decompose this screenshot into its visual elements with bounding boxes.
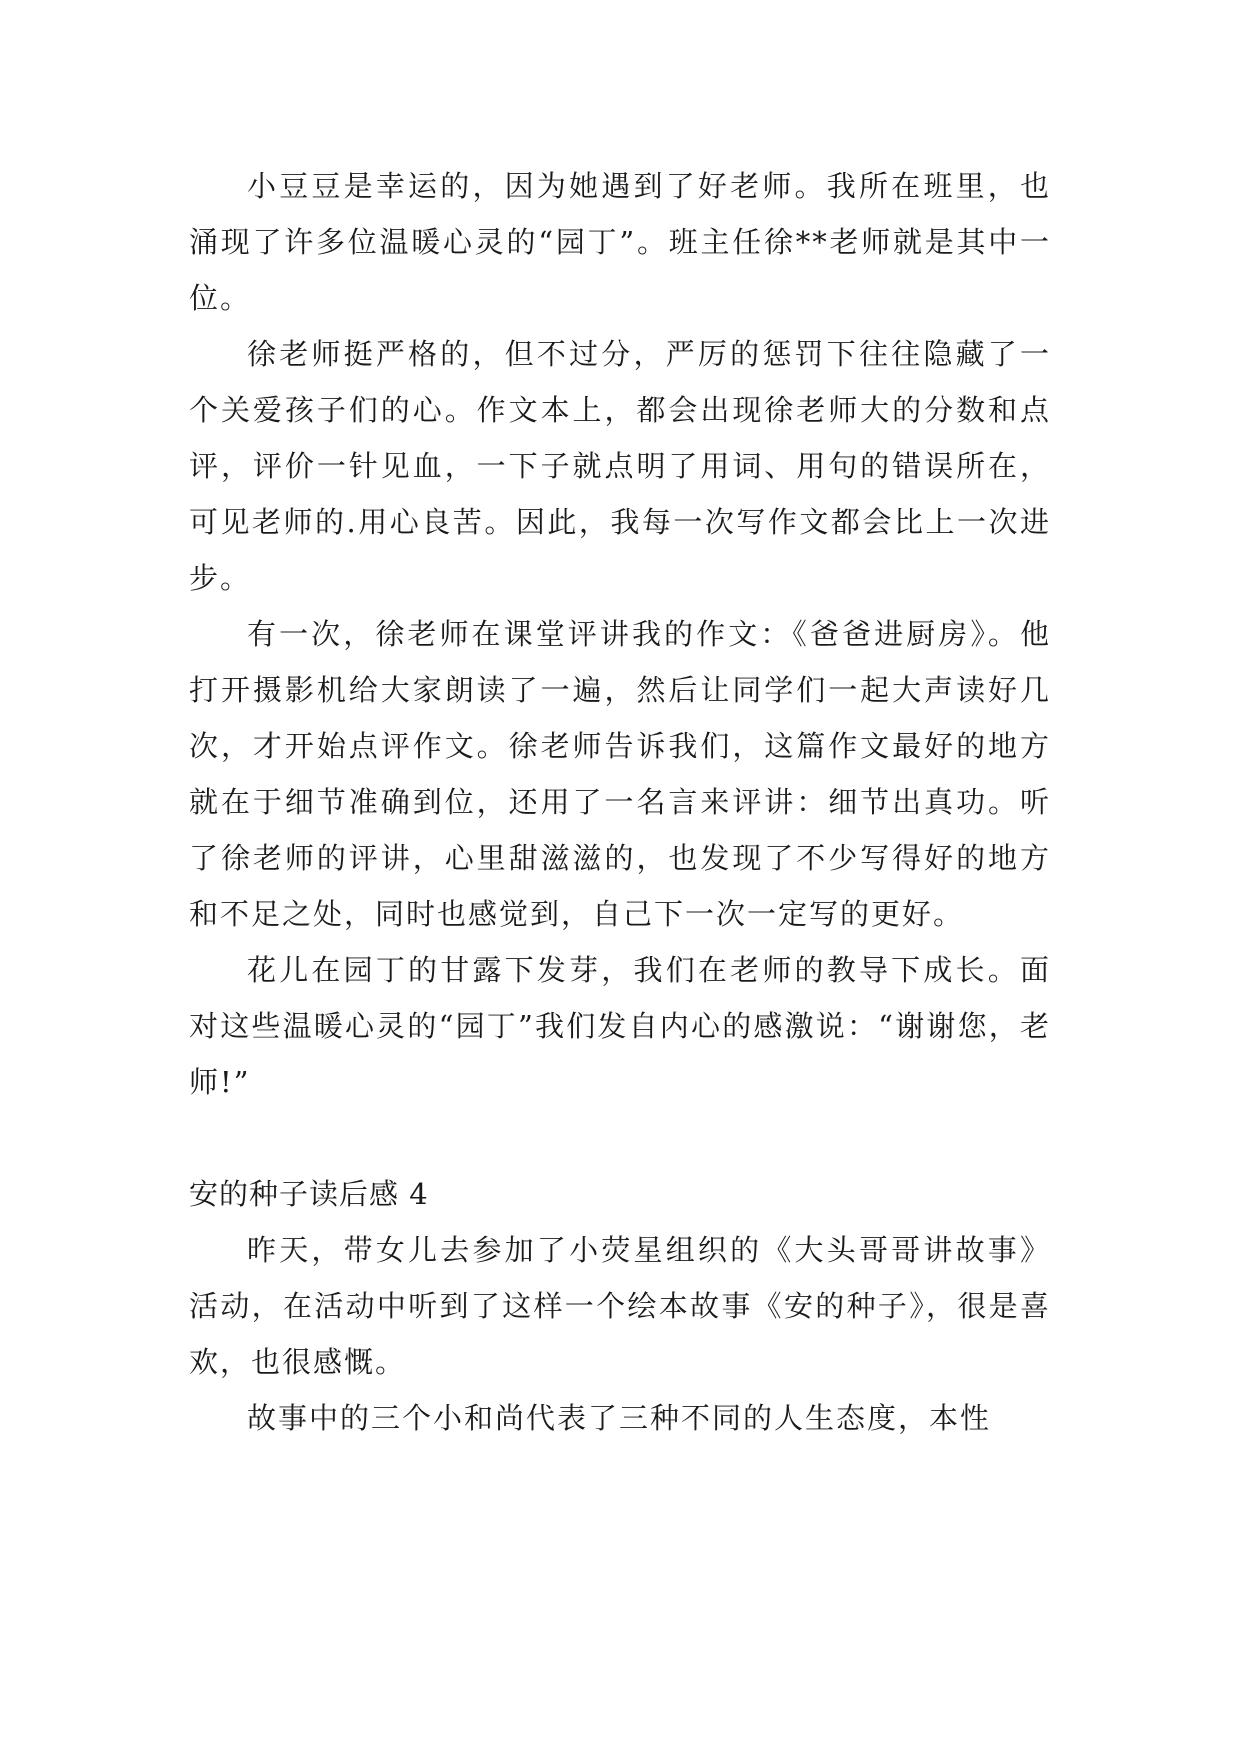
paragraph-3: 有一次，徐老师在课堂评讲我的作文：《爸爸进厨房》。他打开摄影机给大家朗读了一遍，然后让同学们一起大声读好几次，才开始点评作文。徐老师告诉我们，这篇作文最好的地方就在于细节准确到位，还用了一名言来评讲：细节出真功。听了徐老师的评讲，心里甜滋滋的，也发现了不少写得好的地方和不足之处，同时也感觉到，自己下一次一定写的更好。 — [189, 617, 1051, 931]
document-body — [189, 158, 1051, 1446]
section-heading: 安的种子读后感 4 — [189, 1177, 429, 1211]
paragraph-5: 昨天，带女儿去参加了小荧星组织的《大头哥哥讲故事》活动，在活动中听到了这样一个绘本故事《安的种子》，很是喜欢，也很感慨。 — [189, 1233, 1051, 1379]
paragraph-2: 徐老师挺严格的，但不过分，严厉的惩罚下往往隐藏了一个关爱孩子们的心。作文本上，都会出现徐老师大的分数和点评，评价一针见血，一下子就点明了用词、用句的错误所在，可见老师的.用心良苦。因此，我每一次写作文都会比上一次进步。 — [189, 337, 1051, 595]
paragraph-1: 小豆豆是幸运的，因为她遇到了好老师。我所在班里，也涌现了许多位温暖心灵的“园丁”。班主任徐**老师就是其中一位。 — [189, 169, 1051, 315]
paragraph-4: 花儿在园丁的甘露下发芽，我们在老师的教导下成长。面对这些温暖心灵的“园丁”我们发自内心的感激说：“谢谢您，老师!” — [189, 953, 1051, 1099]
paragraph-6: 故事中的三个小和尚代表了三种不同的人生态度，本性 — [247, 1401, 992, 1435]
